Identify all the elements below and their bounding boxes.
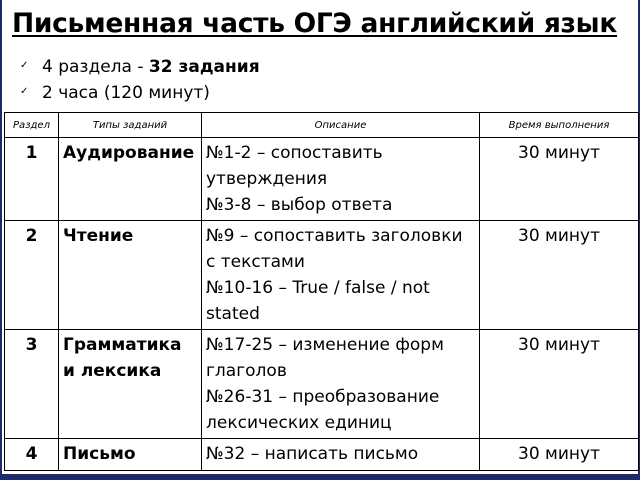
table-row	[5, 138, 639, 221]
summary-text: 2 часа (120 минут)	[42, 83, 210, 103]
description-line: №3-8 – выбор ответа	[206, 195, 393, 215]
task-description	[202, 439, 480, 471]
check-icon: ✓	[20, 85, 29, 97]
description-line: №32 – написать письмо	[206, 444, 419, 464]
page-title: Письменная часть ОГЭ английский язык	[12, 8, 618, 39]
summary-item	[20, 80, 628, 106]
column-header-type: Типы заданий	[59, 113, 202, 138]
table-header-row	[5, 113, 639, 138]
duration: 30 минут	[480, 221, 639, 330]
task-description	[202, 221, 480, 330]
column-header-section: Раздел	[5, 113, 59, 138]
task-type: Аудирование	[59, 138, 202, 221]
description-line: №17-25 – изменение форм глаголов	[206, 335, 444, 381]
section-number: 1	[5, 138, 59, 221]
check-icon: ✓	[20, 59, 29, 71]
summary-item	[20, 54, 628, 80]
description-line: №10-16 – True / false / not stated	[206, 278, 430, 324]
description-line: №9 – сопоставить заголовки с текстами	[206, 226, 463, 272]
duration: 30 минут	[480, 138, 639, 221]
column-header-description: Описание	[202, 113, 480, 138]
task-type: Грамматика и лексика	[59, 330, 202, 439]
task-type: Письмо	[59, 439, 202, 471]
duration: 30 минут	[480, 439, 639, 471]
description-line: №1-2 – сопоставить утверждения	[206, 143, 383, 189]
section-number: 2	[5, 221, 59, 330]
task-description	[202, 138, 480, 221]
description-line: №26-31 – преобразование лексических единиц	[206, 387, 440, 433]
table-row	[5, 221, 639, 330]
summary-list	[20, 54, 628, 106]
task-description	[202, 330, 480, 439]
section-number: 3	[5, 330, 59, 439]
task-type: Чтение	[59, 221, 202, 330]
exam-structure-table	[4, 112, 639, 471]
section-number: 4	[5, 439, 59, 471]
table-row	[5, 439, 639, 471]
column-header-time: Время выполнения	[480, 113, 639, 138]
table-row	[5, 330, 639, 439]
summary-text: 4 раздела - 32 задания	[42, 57, 260, 77]
duration: 30 минут	[480, 330, 639, 439]
